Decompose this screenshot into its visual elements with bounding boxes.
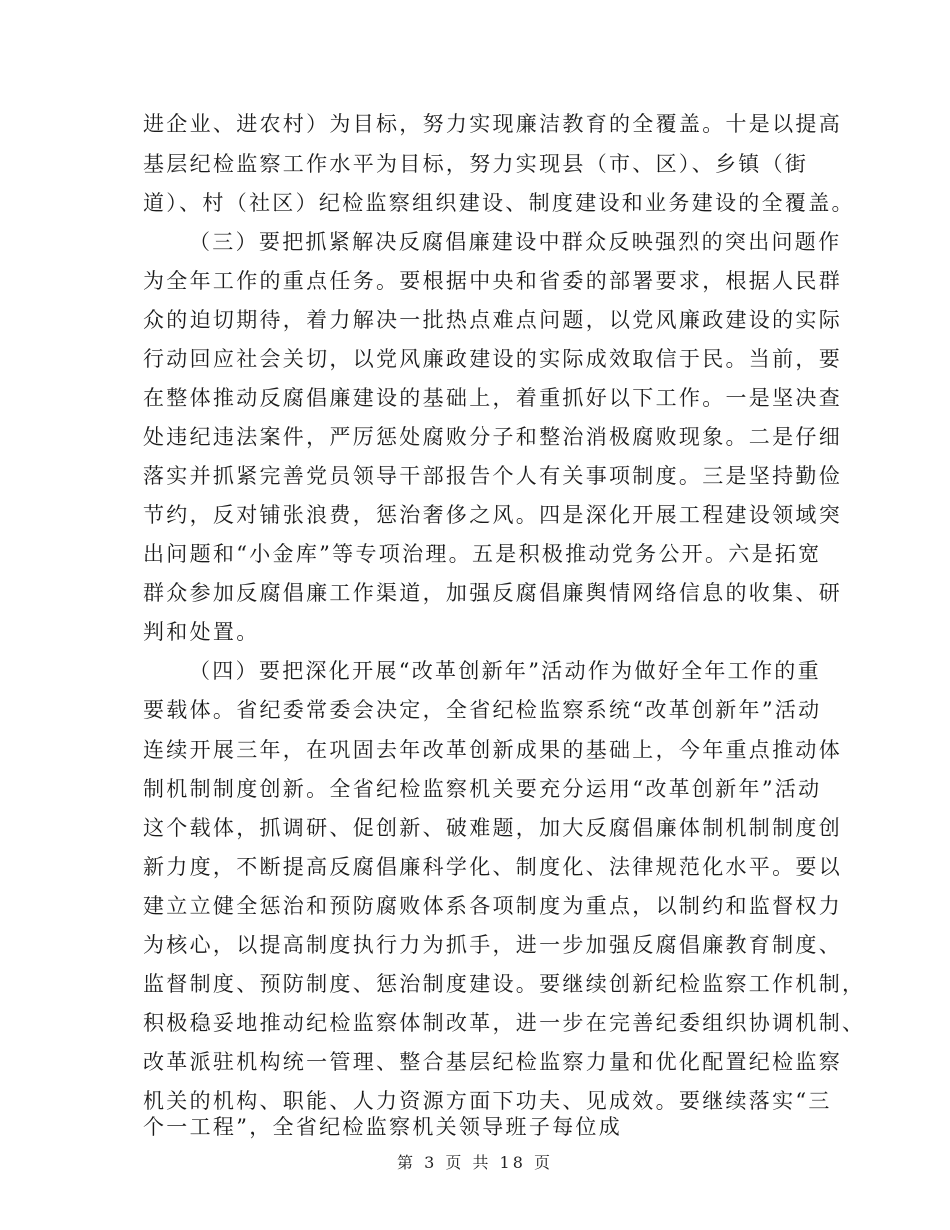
body-text-line: 节约，反对铺张浪费，惩治奢侈之风。四是深化开展工程建设领域突: [143, 503, 842, 527]
body-text-line: 机关的机构、职能、人力资源方面下功夫、见成效。要继续落实“三: [143, 1089, 832, 1113]
body-text-line: 监督制度、预防制度、惩治制度建设。要继续创新纪检监察工作机制，: [143, 972, 866, 996]
body-text-line: （三）要把抓紧解决反腐倡廉建设中群众反映强烈的突出问题作: [189, 230, 842, 254]
body-text-line: 连续开展三年，在巩固去年改革创新成果的基础上，今年重点推动体: [143, 738, 842, 762]
body-text-line: 道）、村（社区）纪检监察组织建设、制度建设和业务建设的全覆盖。: [143, 191, 855, 215]
body-text-line: 要载体。省纪委常委会决定，全省纪检监察系统“改革创新年”活动: [143, 698, 822, 722]
body-text-line: 落实并抓紧完善党员领导干部报告个人有关事项制度。三是坚持勤俭: [143, 464, 842, 488]
body-text-line: 进企业、进农村）为目标，努力实现廉洁教育的全覆盖。十是以提高: [143, 112, 842, 136]
body-text-line: 群众参加反腐倡廉工作渠道，加强反腐倡廉舆情网络信息的收集、研: [143, 581, 842, 605]
body-text-line: 处违纪违法案件，严厉惩处腐败分子和整治消极腐败现象。二是仔细: [143, 425, 842, 449]
body-text-line: 基层纪检监察工作水平为目标，努力实现县（市、区）、乡镇（街: [143, 152, 809, 176]
page-number-footer: 第 3 页 共 18 页: [397, 1153, 553, 1172]
body-text-line: 为核心，以提高制度执行力为抓手，进一步加强反腐倡廉教育制度、: [143, 933, 842, 957]
body-text-line: 这个载体，抓调研、促创新、破难题，加大反腐倡廉体制机制制度创: [143, 816, 842, 840]
body-text-line: 积极稳妥地推动纪检监察体制改革，进一步在完善纪委组织协调机制、: [143, 1011, 866, 1035]
body-text-line: 为全年工作的重点任务。要根据中央和省委的部署要求，根据人民群: [143, 269, 842, 293]
body-text-line: 制机制制度创新。全省纪检监察机关要充分运用“改革创新年”活动: [143, 777, 822, 801]
body-text-line: 改革派驻机构统一管理、整合基层纪检监察力量和优化配置纪检监察: [143, 1050, 842, 1074]
body-text-line: 行动回应社会关切，以党风廉政建设的实际成效取信于民。当前，要: [143, 347, 842, 371]
body-text-line: 出问题和“小金库”等专项治理。五是积极推动党务公开。六是拓宽: [143, 542, 822, 566]
body-text-line: 新力度，不断提高反腐倡廉科学化、制度化、法律规范化水平。要以: [143, 855, 842, 879]
body-text-line: 个一工程”，全省纪检监察机关领导班子每位成: [143, 1115, 623, 1139]
body-text-line: （四）要把深化开展“改革创新年”活动作为做好全年工作的重: [189, 659, 821, 683]
body-text-line: 建立立健全惩治和预防腐败体系各项制度为重点，以制约和监督权力: [143, 894, 842, 918]
body-text-line: 判和处置。: [143, 620, 260, 644]
body-text-line: 在整体推动反腐倡廉建设的基础上，着重抓好以下工作。一是坚决查: [143, 386, 842, 410]
body-text-line: 众的迫切期待，着力解决一批热点难点问题，以党风廉政建设的实际: [143, 308, 842, 332]
